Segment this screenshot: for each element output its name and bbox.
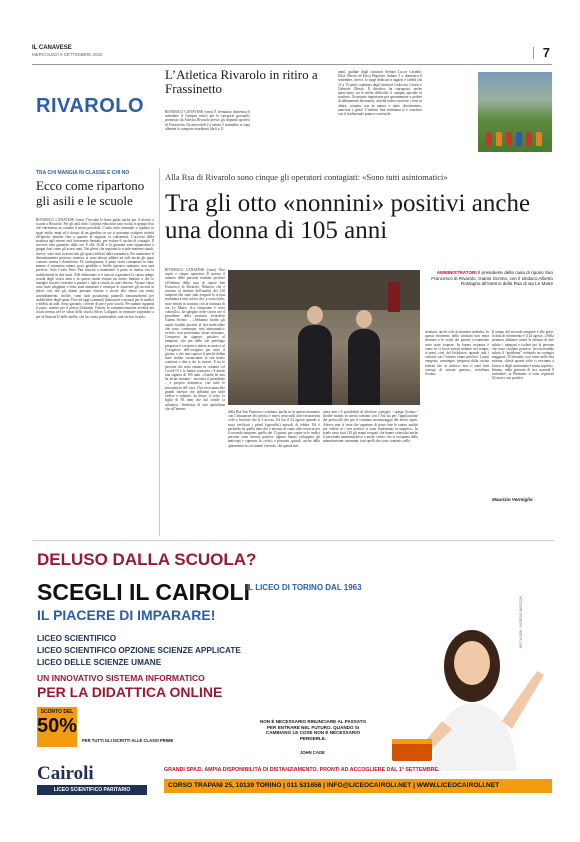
left-article-body: RIVAROLO CANAVESE (vmu) Tracciate le linee guide anche per il ritorno a scuola a Rivarolo. Per gli asili nido l’attività educativa sarà svolta in gruppi fissi che entreranno in contatto il meno possibile. L’asilo nido comunale e ospitato in spazi molto ampi ed è dotato di un giardino in cui si potranno svolgere attività all’aperto, almeno fino a quando la stagione lo consentirà. L’accesso della struttura agli esterni sarà fortemente limitato, per evitare il rischio di contagio. Il servizio sarà garantito dalle ore 8 alle 16,30 e la giornata sarà organizzata a gruppi fissi come gli scorsi anni. Nei plessi che ospitano le scuole materne statali, invece, sono stati ricavati tutti gli spazi richiesti dalla normativa. Per mantenere il distanziamento previsto, tuttavia, si sono dovuti adibire ad aule anche gli spazi comuni: mensa e dormitorio. Di conseguenza, il pasto verrà consumato in aula, mentre il momento nanna, poco gestibile a livello igienico sanitario, non sarà previsto. Solo l’asilo Peter Pan riuscirà a mantenere il pasto in mensa con la suddivisione in due turni. Alle elementari si è riusciti a garantire lo stesso tempo scuola degli scorsi anni e in questo modo evitare un orario limitato o che le famiglie fossero costrette a portare i figli a scuola in orari diversi. Alcune classi sono state sdoppiate e sono state numerate e ovunque le sicurezze gli accessi ai plessi così che gli alunni possano entrare e uscire alla stessa ora senza assembramenti. Inoltre, sono stati posizionati pannelli fonoassorbenti per suddividere degli spazi. Fino ad oggi comunali (laboratori e mensa) per le medie) e adibiti ad aule. Sono garantiti i servizi di pre e post scuola. Per quanto riguarda il pasto, mentre per il plesso Gribaudo Vittorio la somministrazione avverrà nei locali mensa, per le classi della scuola Silvio Calligaris in funzione sopratutto a per la Sezione D delle medie, che ha creato potenzialità, sarà servito in aula. — [36, 218, 154, 319]
main-article-kicker: Alla Rsa di Rivarolo sono cinque gli operatori contagiati: «Sono tutti asintomatici» — [165, 172, 448, 182]
ad-course-list — [37, 633, 267, 669]
advertisement — [32, 540, 554, 808]
ad-contact-bar: CORSO TRAPANI 25, 10139 TORINO | 011 531656 | INFO@LICEOCAIROLI.NET | WWW.LICEOCAIROLI.NET — [164, 779, 552, 793]
atletica-body-col2: anni), guidate dagli istruttori Stefano Lucco Castello, Elisa Oberto ed Erica Pegoraro. Sabato 5 e domenica 6 settembre, invece, lo stage dedicato a ragazzi e cadetti (da 12 a 15 anni) coplanari dagli istruttori Ludovico Grosso e Gabriele Oberto. Il direttivo ha riproposto anche quest’anno, tra le molte difficoltà, il campus speciale in trasferta. Occasione importante per sperimentare e godere di allenamenti alternativi, attività ludico motorie, corse in altura, contatto con la natura e tanto divertimento, amicizia e gioia! L’intenso fine settimana si è concluso con il tradizionale pranzo conviviale. — [338, 70, 422, 117]
ad-feature-line1: UN INNOVATIVO SISTEMA INFORMATICO — [37, 673, 205, 683]
discount-value: 50% — [37, 715, 78, 737]
discount-label: SCONTO DEL — [40, 709, 74, 715]
ad-course-item: LICEO SCIENTIFICO OPZIONE SCIENZE APPLICATE — [37, 646, 241, 655]
ad-tagline: IL LICEO DI TORINO DAL 1963 — [246, 583, 362, 592]
ad-course-item: LICEO SCIENTIFICO — [37, 634, 117, 643]
ad-feature-line2: PER LA DIDATTICA ONLINE — [37, 684, 223, 700]
column-divider — [159, 168, 160, 536]
main-article-body-col2: della Rsa San Francesco continua, anche se in questo momento con l’attuazione dei precisi e nuovi protocolli anti-coronavirus volti a focolaio che si è acceso. Ed era il 24 agosto quando si sono verificati i primi (sporadici) episodi di febbre. Ed è partendo da quella data che è iniziato al conto alla rovescia per il secondo tampone, quello dei 15 giorni, per capire se le tredici persone sono ancora positive oppure hanno sviluppato gli anticorpi e superato la «crisi» e possono, quindi, uscire dalla quarantena in cui stanno vivendo. «In questa ma- — [228, 410, 320, 448]
ad-headline: DELUSO DALLA SCUOLA? — [37, 550, 257, 569]
main-article-body-col1: RIVAROLO CANAVESE (vmu) Otto ospiti e cinque operatori. È questo il numero delle persone risultate positive all’interno della casa di riposo San Francesco di Rivarolo. Bilancio che è arrivato al termine dell’analisi dei 120 tamponi che sono stati eseguiti la scorsa settimana a tutti coloro che, a vario titolo, sono entrati in contatto con la struttura di via Le Maire. «La situazione è sotto controllo», ha spiegato nelle scorse ore il presidente della struttura rivarolese Gianni Scrimo – «Abbiamo isolato gli ospiti risultati positivi al test molecolare che sono, comunque, tutti asintomatici: ovvero, non presentano alcun sintomo». Compreso un signore, positivo al tampone, che per delle sue patologie pregresse è costretto a tenere accanto a sé l’erogatore dell’ossigeno per tutto il giorno, e che non capisce il perché debba stare isolato «nonostante io stia bene» continua a dire a chi lo assiste. E tra le persone che sono entrate in contatto col Covid-19 e lo hanno contratto c’è anche una signora di 105 anni. «Anche lei non ha alcun sintomo - racconta il presidente – e proprio domenica, con tutte le precauzioni del caso, l’ho avvicinata alle grandi finestre che abbiamo per farle vedere e salutare, da dietro il vetro, la figlia di 83 anni che dal cortile la salutava». Interlasse di vita quotidiana che all’interno — [165, 268, 225, 411]
photo-caption-text: Il presidente della casa di riposo San Francesco di Rivarolo, Gianni Scrimo, con il sindaco Alberto Rostagno all’interno della Rsa di via Le Maire — [431, 270, 553, 287]
photo-caption-label: AMMINISTRATORI — [436, 270, 477, 275]
cairoli-logo-subtitle: LICEO SCIENTIFICO PARITARIO — [37, 785, 147, 795]
cairoli-logo: Cairoli — [37, 763, 94, 784]
author-signature: Maurizio Vermiglio — [492, 497, 533, 502]
ad-photo-credit: ART WORK: GIORGIO MOSTON — [519, 596, 523, 649]
main-article-photo — [228, 270, 420, 405]
ad-space-note: GRANDI SPAZI. AMPIA DISPONIBILITÀ DI DISTANZIAMENTO. PRONTI AD ACCOGLIERE DAL 1° SETTEMBRE. — [164, 767, 440, 773]
ad-quote: NON È NECESSARIO RINUNCIARE AL PASSATO PER ENTRARE NEL FUTURO. QUANDO SI CAMBIANO LE COSE NON È NECESSARIO PERDERLE. — [259, 719, 367, 741]
atletica-body-col1: RIVAROLO CANAVESE (vmu) È terminato domenica 6 settembre il Campus estivo per le categorie giovanili, promosso da Atletica Rivarolo presso gli impianti sportivi di Frassinetto. Da mercoledì 2 a sabato 5 settembre si sono allenate le categorie esordienti (da 6 a 11 — [165, 110, 250, 131]
photo-caption — [425, 270, 553, 287]
main-article-body-col5: Il tempo del secondo tampone è alle porte, la data di riferimento è il 24 agosto. «Nella struttura abbiamo avuto la fortuna di fare subito i tamponi e isolare poi le persone che sono risultate positive, circoscrivendo subito il “problema” evitando un contagio maggiore. D’altronde, così come nella vita esterna, chissà quante volte ci troviamo a fianco a degli asintomatici senza saperlo». Intanto, nella giornata di ieri, martedì 8 settembre, in Piemonte si sono registrati 62 nuovi casi positivi. — [492, 330, 554, 381]
page-number: 7 — [542, 45, 550, 60]
ad-course-item: LICEO DELLE SCIENZE UMANE — [37, 658, 162, 667]
discount-badge — [37, 707, 77, 747]
ad-quote-author: JOHN CAGE — [300, 750, 325, 755]
main-article-body-col4: struttura, anche solo in maniera indiretta. In questo momento nella struttura non entra nessuno e le visite dei parenti ovviamente sono state sospese. In buona sostanza è come se ci fosse tornati indietro nel tempo, ai mesi, cioè, del lockdown, quando tutti i contatti con l’esterno erano preclusi. I pasti vengono, comunque, preparati dalla cucina interna che «è asettica: non ci sono stati contagi di nessun genere», sottolinea Scrimo. — [425, 330, 489, 377]
page-number-divider — [533, 47, 534, 59]
section-title: RIVAROLO — [36, 95, 145, 117]
paper-date: MERCOLEDÌ 9 SETTEMBRE 2020 — [32, 52, 103, 57]
left-article-kicker: TRA CHI MANGIA IN CLASSE E CHI NO — [36, 170, 130, 176]
masthead — [32, 45, 552, 65]
main-article-body-col3: niera non c’è possibilità di ulteriore contagio - spiega Scrimo - Inoltre stiamo in stretto contatto con l’Asl sia per l’applicazione dei protocolli che per il continuo monitoraggio dei nostri ospiti. Adesso non ci resta che aspettare di poter fare le contro analisi per vedere se i test positivi si sono trasformati in negativi». In totale sono stati 120 gli esami eseguiti che hanno coinvolto anche il personale amministrativo e anche coloro che si occupano della manutenzione; insomma, tutti quelli che sono «entrati» nella — [323, 410, 418, 444]
student-photo — [362, 611, 552, 771]
ad-title: SCEGLI IL CAIROLI — [37, 579, 250, 605]
discount-note: PER TUTTI GLI ISCRITTI ALLE CLASSI PRIME — [82, 738, 174, 743]
atletica-photo — [478, 72, 552, 152]
atletica-headline: L’Atletica Rivarolo in ritiro a Frassinetto — [165, 67, 318, 96]
main-article-headline: Tra gli otto «nonnini» positivi anche una donna di 105 anni — [165, 190, 531, 244]
left-article-headline: Ecco come ripartono gli asili e le scuole — [36, 178, 145, 208]
ad-subtitle: IL PIACERE DI IMPARARE! — [37, 607, 216, 623]
paper-name: IL CANAVESE — [32, 45, 72, 51]
